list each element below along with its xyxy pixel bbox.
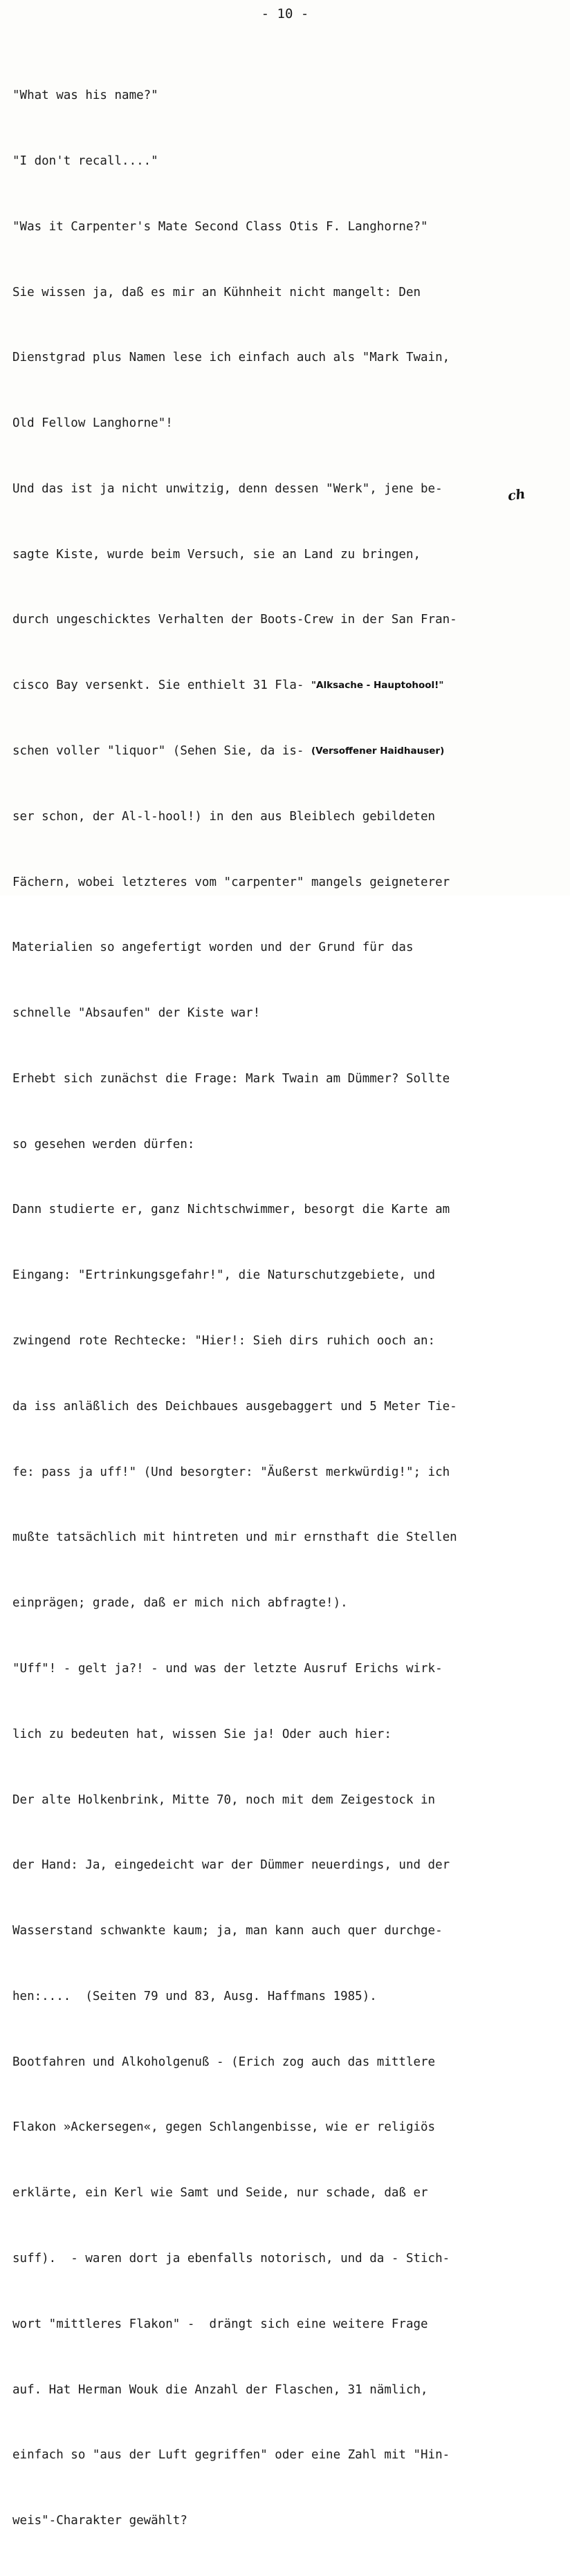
- text-line: Materialien so angefertigt worden und der Grund für das: [12, 940, 414, 955]
- text-line: ser schon, der Al-l-hool!) in den aus Bleiblech gebildeten: [12, 809, 436, 824]
- text-line: der Hand: Ja, eingedeicht war der Dümmer neuerdings, und der: [12, 1858, 450, 1873]
- text-line-with-annotation: [12, 741, 566, 763]
- text-line: auf. Hat Herman Wouk die Anzahl der Flaschen, 31 nämlich,: [12, 2382, 428, 2397]
- text-line: weis"-Charakter gewählt?: [12, 2514, 187, 2528]
- text-line: einfach so "aus der Luft gegriffen" oder eine Zahl mit "Hin-: [12, 2448, 450, 2463]
- text-line: Old Fellow Langhorne"!: [12, 416, 173, 431]
- text-line: Bootfahren und Alkoholgenuß - (Erich zog auch das mittlere: [12, 2055, 436, 2069]
- text-line: zwingend rote Rechtecke: "Hier!: Sieh dirs ruhich ooch an:: [12, 1334, 436, 1349]
- text-line-with-annotation: [12, 675, 566, 697]
- text-line: Erhebt sich zunächst die Frage: Mark Twain am Dümmer? Sollte: [12, 1071, 450, 1086]
- text-line: Der alte Holkenbrink, Mitte 70, noch mit dem Zeigestock in: [12, 1792, 436, 1807]
- text-line: da iss anläßlich des Deichbaues ausgebaggert und 5 Meter Tie-: [12, 1399, 457, 1414]
- text-segment: cisco Bay versenkt. Sie enthielt 31 Fla-: [12, 678, 311, 693]
- text-line: Und das ist ja nicht unwitzig, denn dessen "Werk", jene be-: [12, 481, 443, 496]
- text-line: fe: pass ja uff!" (Und besorgter: "Äußerst merkwürdig!"; ich: [12, 1465, 450, 1479]
- margin-annotation: (Versoffener Haidhauser): [311, 745, 445, 757]
- text-line: Dann studierte er, ganz Nichtschwimmer, besorgt die Karte am: [12, 1203, 450, 1217]
- text-line: so gesehen werden dürfen:: [12, 1137, 195, 1151]
- text-line: "I don't recall....": [12, 154, 158, 168]
- text-line: erklärte, ein Kerl wie Samt und Seide, nur schade, daß er: [12, 2186, 428, 2200]
- text-line: Sie wissen ja, daß es mir an Kühnheit nicht mangelt: Den: [12, 285, 421, 299]
- text-line: "Was it Carpenter's Mate Second Class Otis F. Langhorne?": [12, 219, 428, 234]
- text-line: suff). - waren dort ja ebenfalls notorisch, und da - Stich-: [12, 2251, 450, 2265]
- text-line: Wasserstand schwankte kaum; ja, man kann auch quer durchge-: [12, 1924, 443, 1938]
- text-line: "What was his name?": [12, 89, 158, 103]
- text-line: wort "mittleres Flakon" - drängt sich eine weitere Frage: [12, 2317, 428, 2331]
- text-line: einprägen; grade, daß er mich nich abfragte!).: [12, 1596, 348, 1611]
- text-line: schnelle "Absaufen" der Kiste war!: [12, 1006, 261, 1021]
- text-line: Eingang: "Ertrinkungsgefahr!", die Naturschutzgebiete, und: [12, 1268, 436, 1283]
- margin-annotation: "Alksache - Hauptohool!": [311, 680, 444, 692]
- text-line: "Uff"! - gelt ja?! - und was der letzte Ausruf Erichs wirk-: [12, 1661, 443, 1676]
- text-line: mußte tatsächlich mit hintreten und mir ernsthaft die Stellen: [12, 1530, 457, 1545]
- text-line: Fächern, wobei letzteres vom "carpenter" mangels geigneterer: [12, 875, 450, 889]
- handwritten-correction: ch: [506, 486, 526, 504]
- text-line: hen:.... (Seiten 79 und 83, Ausg. Haffmans 1985).: [12, 1989, 377, 2003]
- text-line: sagte Kiste, wurde beim Versuch, sie an Land zu bringen,: [12, 547, 421, 562]
- text-line: Dienstgrad plus Namen lese ich einfach auch als "Mark Twain,: [12, 351, 450, 365]
- page-number: - 10 -: [261, 6, 309, 21]
- text-line: Flakon »Ackersegen«, gegen Schlangenbisse, wie er religiös: [12, 2120, 436, 2135]
- text-line: durch ungeschicktes Verhalten der Boots-Crew in der San Fran-: [12, 613, 457, 627]
- text-segment: schen voller "liquor" (Sehen Sie, da is-: [12, 744, 311, 758]
- body-text: [12, 41, 566, 2576]
- text-line: lich zu bedeuten hat, wissen Sie ja! Oder auch hier:: [12, 1727, 392, 1741]
